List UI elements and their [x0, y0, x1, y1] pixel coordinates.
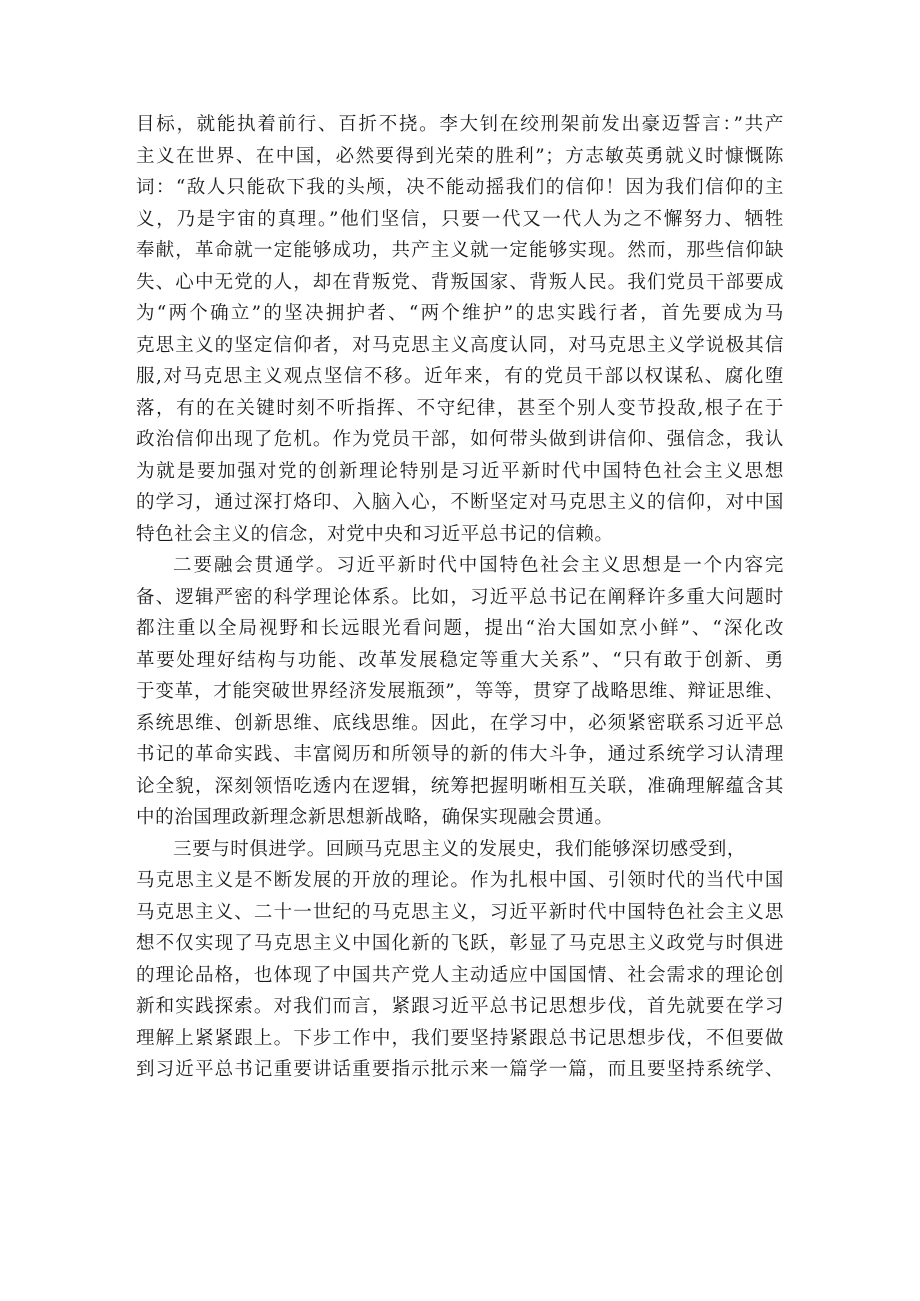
text-line: 马克思主义、二十一世纪的马克思主义，习近平新时代中国特色社会主义思: [136, 901, 784, 923]
text-line: 的学习，通过深打烙印、入脑入心，不断坚定对马克思主义的信仰，对中国: [136, 492, 784, 513]
text-line: 想不仅实现了马克思主义中国化新的飞跃，彰显了马克思主义政党与时俱进: [136, 933, 784, 954]
text-line: 中的治国理政新理念新思想新战略，确保实现融会贯通。: [136, 807, 614, 828]
text-line: 克思主义的坚定信仰者，对马克思主义高度认同，对马克思主义学说极其信: [136, 334, 784, 356]
text-line: 为就是要加强对党的创新理论特别是习近平新时代中国特色社会主义思想: [136, 460, 784, 482]
text-line: 失、心中无党的人，却在背叛党、背叛国家、背叛人民。我们党员干部要成: [136, 271, 784, 293]
text-line: 革要处理好结构与功能、改革发展稳定等重大关系”、“只有敢于创新、勇: [136, 649, 784, 671]
text-line: 书记的革命实践、丰富阅历和所领导的新的伟大斗争，通过系统学习认清理: [136, 744, 784, 765]
text-line: 主义在世界、在中国，必然要得到光荣的胜利”；方志敏英勇就义时慷慨陈: [136, 145, 784, 167]
text-line: 都注重以全局视野和长远眼光看问题，提出“治大国如烹小鲜”、“深化改: [136, 618, 784, 639]
text-line: 马克思主义是不断发展的开放的理论。作为扎根中国、引领时代的当代中国: [136, 870, 784, 891]
document-body: [136, 109, 784, 1086]
text-line: 的理论品格，也体现了中国共产党人主动适应中国国情、社会需求的理论创: [136, 964, 784, 986]
text-line: 奉献，革命就一定能够成功，共产主义就一定能够实现。然而，那些信仰缺: [136, 240, 784, 261]
text-line: 为“两个确立”的坚决拥护者、“两个维护”的忠实践行者，首先要成为马: [136, 303, 784, 324]
text-line: 落，有的在关键时刻不听指挥、不守纪律，甚至个别人变节投敌,根子在于: [136, 397, 784, 419]
text-line: 义，乃是宇宙的真理。”他们坚信，只要一代又一代人为之不懈努力、牺牲: [136, 208, 784, 230]
text-line: 二要融会贯通学。习近平新时代中国特色社会主义思想是一个内容完: [173, 555, 784, 576]
text-line: 特色社会主义的信念，对党中央和习近平总书记的信赖。: [136, 523, 614, 545]
text-line: 词：“敌人只能砍下我的头颅，决不能动摇我们的信仰！因为我们信仰的主: [136, 177, 784, 198]
text-line: 到习近平总书记重要讲话重要指示批示来一篇学一篇，而且要坚持系统学、: [136, 1059, 784, 1080]
text-line: 于变革，才能突破世界经济发展瓶颈”，等等，贯穿了战略思维、辩证思维、: [136, 681, 784, 702]
text-line: 服,对马克思主义观点坚信不移。近年来，有的党员干部以权谋私、腐化堕: [136, 366, 784, 387]
text-line: 理解上紧紧跟上。下步工作中，我们要坚持紧跟总书记思想步伐，不但要做: [136, 1027, 784, 1049]
paragraph: [136, 550, 784, 834]
paragraph: [136, 109, 784, 550]
text-line: 新和实践探索。对我们而言，紧跟习近平总书记思想步伐，首先就要在学习: [136, 996, 784, 1017]
text-line: 三要与时俱进学。回顾马克思主义的发展史，我们能够深切感受到，: [173, 838, 747, 860]
text-line: 备、逻辑严密的科学理论体系。比如，习近平总书记在阐释许多重大问题时: [136, 586, 784, 608]
text-line: 政治信仰出现了危机。作为党员干部，如何带头做到讲信仰、强信念，我认: [136, 429, 784, 450]
text-line: 论全貌，深刻领悟吃透内在逻辑，统筹把握明晰相互关联，准确理解蕴含其: [136, 775, 784, 797]
text-line: 目标，就能执着前行、百折不挠。李大钊在绞刑架前发出豪迈誓言：”共产: [136, 114, 784, 135]
text-line: 系统思维、创新思维、底线思维。因此，在学习中，必须紧密联系习近平总: [136, 712, 784, 734]
paragraph: [136, 834, 784, 866]
paragraph: [136, 865, 784, 1086]
